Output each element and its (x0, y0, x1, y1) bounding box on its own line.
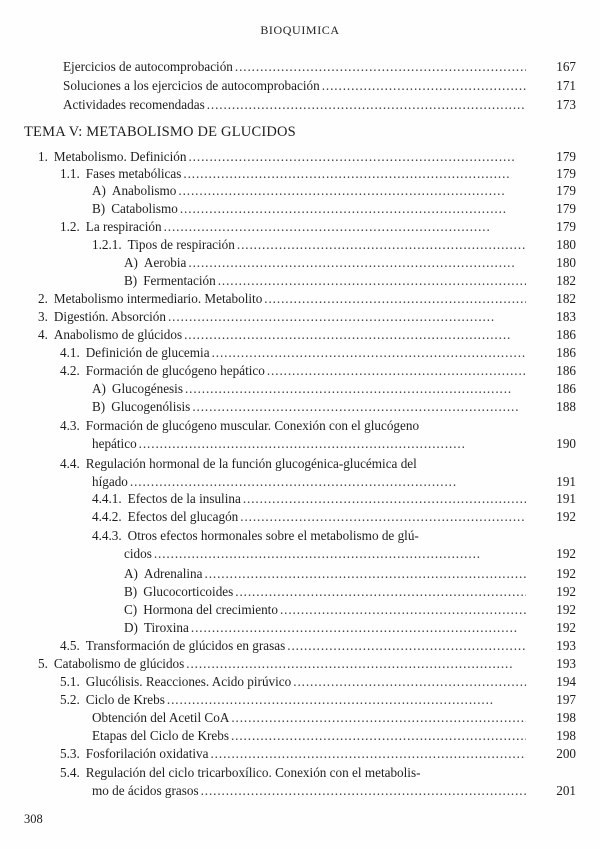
toc-page-number: 192 (556, 546, 576, 561)
toc-entry-title: Transformación de glúcidos en grasas (85, 638, 286, 653)
toc-entry-title: Digestión. Absorción (53, 309, 166, 324)
toc-entry-title: Regulación del ciclo tricarboxílico. Conexión con el metabolis- (85, 765, 421, 780)
dot-leader (183, 165, 526, 182)
toc-entry (60, 417, 526, 451)
toc-entry-title: Tiroxina (143, 620, 189, 635)
toc-entry (60, 691, 526, 708)
toc-entry-number: D) (124, 620, 138, 635)
toc-entry-number: 1.2.1. (92, 237, 122, 252)
dot-leader (191, 619, 526, 636)
toc-entry (92, 727, 526, 744)
toc-entry (124, 254, 526, 271)
dot-leader (231, 709, 526, 726)
toc-entry-number: A) (92, 381, 106, 396)
toc-entry-title: Glucocorticoides (143, 584, 234, 599)
page-number: 308 (24, 812, 43, 826)
toc-entry (124, 601, 526, 618)
toc-entry-number: 4.4.3. (92, 528, 122, 543)
dot-leader (154, 545, 526, 562)
toc-entry-title: Soluciones a los ejercicios de autocomprobación (63, 78, 320, 93)
toc-entry-title: Otros efectos hormonales sobre el metabolismo de glú- (127, 528, 419, 543)
toc-page-number: 180 (556, 255, 576, 270)
dot-leader (205, 565, 526, 582)
toc-entry (60, 218, 526, 235)
dot-leader (185, 380, 526, 397)
toc-entry (60, 455, 526, 489)
toc-entry-title: Definición de glucemia (85, 345, 210, 360)
toc-entry-title: Fases metabólicas (85, 166, 182, 181)
toc-page-number: 192 (556, 509, 576, 524)
dot-leader (240, 508, 526, 525)
toc-entry (38, 655, 526, 672)
toc-page-number: 200 (556, 746, 576, 761)
toc-page-number: 197 (556, 692, 576, 707)
dot-leader (243, 490, 526, 507)
toc-entry (124, 583, 526, 600)
toc-entry-number: 5. (38, 656, 48, 671)
toc-entry (92, 182, 526, 199)
toc-entry (60, 362, 526, 379)
toc-entry-number: 5.1. (60, 674, 80, 689)
dot-leader (188, 148, 526, 165)
toc-entry (38, 308, 526, 325)
toc-page-number: 201 (556, 783, 576, 798)
toc-page-number: 193 (556, 656, 576, 671)
toc-entry-number: A) (92, 183, 106, 198)
toc-page-number: 167 (556, 59, 576, 74)
toc-entry (92, 398, 526, 415)
dot-leader (237, 236, 526, 253)
toc-entry-number: 5.4. (60, 765, 80, 780)
dot-leader (218, 272, 526, 289)
toc-entry (92, 200, 526, 217)
toc-page-number: 191 (556, 491, 576, 506)
toc-entry (124, 272, 526, 289)
toc-entry-number: B) (92, 201, 106, 216)
dot-leader (267, 362, 526, 379)
dot-leader (184, 326, 526, 343)
toc-entry-number: 4.5. (60, 638, 80, 653)
toc-page-number: 179 (556, 219, 576, 234)
toc-entry (92, 490, 526, 507)
toc-entry-number: 2. (38, 291, 48, 306)
toc-page-number: 192 (556, 566, 576, 581)
toc-entry-number: 4.1. (60, 345, 80, 360)
toc-entry (124, 619, 526, 636)
toc-entry (63, 77, 526, 94)
toc-entry-title: Catabolismo de glúcidos (53, 656, 185, 671)
toc-entry-title: Etapas del Ciclo de Krebs (92, 728, 229, 743)
dot-leader (212, 344, 526, 361)
toc-entry-number: B) (92, 399, 106, 414)
dot-leader (293, 673, 526, 690)
toc-entry (60, 165, 526, 182)
dot-leader (201, 782, 526, 799)
toc-entry-title: Adrenalina (143, 566, 203, 581)
toc-entry-title: Ciclo de Krebs (85, 692, 165, 707)
toc-entry-title: La respiración (85, 219, 162, 234)
running-header: BIOQUIMICA (260, 23, 340, 37)
toc-entry-number: B) (124, 273, 138, 288)
toc-entry (63, 58, 526, 75)
dot-leader (322, 77, 526, 94)
toc-page-number: 173 (556, 97, 576, 112)
toc-entry (60, 344, 526, 361)
toc-entry-number: 3. (38, 309, 48, 324)
toc-page-number: 182 (556, 291, 576, 306)
toc-entry-number: 4.2. (60, 363, 80, 378)
toc-entry-title: Efectos del glucagón (127, 509, 239, 524)
toc-entry-number: 5.2. (60, 692, 80, 707)
dot-leader (280, 601, 526, 618)
toc-page-number: 192 (556, 620, 576, 635)
dot-leader (139, 435, 526, 452)
dot-leader (192, 398, 526, 415)
toc-page-number: 198 (556, 728, 576, 743)
toc-page-number: 193 (556, 638, 576, 653)
toc-entry-continuation: hepático (92, 436, 137, 451)
dot-leader (231, 727, 526, 744)
toc-page-number: 179 (556, 183, 576, 198)
dot-leader (168, 308, 526, 325)
toc-entry (124, 565, 526, 582)
toc-entry-number: 4.4.1. (92, 491, 122, 506)
toc-entry-title: Hormona del crecimiento (143, 602, 278, 617)
toc-entry (38, 290, 526, 307)
toc-page-number: 171 (556, 78, 576, 93)
toc-page-number: 180 (556, 237, 576, 252)
toc-entry-title: Anabolismo de glúcidos (53, 327, 183, 342)
toc-entry (38, 148, 526, 165)
toc-page-number: 186 (556, 345, 576, 360)
toc-entry-title: Fosforilación oxidativa (85, 746, 209, 761)
toc-page-number: 190 (556, 436, 576, 451)
toc-entry-number: 5.3. (60, 746, 80, 761)
toc-entry (60, 673, 526, 690)
toc-entry (60, 637, 526, 654)
dot-leader (164, 218, 526, 235)
toc-entry-title: Actividades recomendadas (63, 97, 205, 112)
toc-entry-title: Ejercicios de autocomprobación (63, 59, 233, 74)
toc-entry-title: Aerobia (143, 255, 187, 270)
dot-leader (188, 254, 526, 271)
dot-leader (264, 290, 526, 307)
dot-leader (287, 637, 526, 654)
toc-entry (92, 236, 526, 253)
toc-page-number: 179 (556, 166, 576, 181)
toc-entry-number: A) (124, 255, 138, 270)
toc-entry-number: C) (124, 602, 138, 617)
toc-entry-number: 1. (38, 149, 48, 164)
toc-entry-title: Glucólisis. Reacciones. Acido pirúvico (85, 674, 292, 689)
toc-entry (92, 508, 526, 525)
dot-leader (207, 96, 526, 113)
toc-entry (63, 96, 526, 113)
toc-entry (92, 380, 526, 397)
toc-page-number: 188 (556, 399, 576, 414)
toc-page-number: 194 (556, 674, 576, 689)
toc-entry-continuation: mo de ácidos grasos (92, 783, 199, 798)
toc-entry-number: B) (124, 584, 138, 599)
toc-entry-title: Regulación hormonal de la función glucogénica-glucémica del (85, 456, 417, 471)
toc-page-number: 191 (556, 474, 576, 489)
dot-leader (178, 182, 526, 199)
toc-entry-continuation: cidos (124, 546, 152, 561)
toc-page-number: 179 (556, 201, 576, 216)
toc-entry-title: Obtención del Acetil CoA (92, 710, 230, 725)
dot-leader (235, 583, 526, 600)
toc-entry (92, 527, 526, 561)
dot-leader (235, 58, 526, 75)
toc-entry-number: 4.4. (60, 456, 80, 471)
toc-entry-title: Formación de glucógeno muscular. Conexión con el glucógeno (85, 418, 420, 433)
section-title: TEMA V: METABOLISMO DE GLUCIDOS (24, 124, 296, 140)
toc-entry-title: Metabolismo intermediario. Metabolito (53, 291, 263, 306)
toc-entry-title: Glucogénesis (111, 381, 183, 396)
toc-entry-number: A) (124, 566, 138, 581)
toc-page-number: 183 (556, 309, 576, 324)
toc-page-number: 186 (556, 381, 576, 396)
toc-page-number: 182 (556, 273, 576, 288)
toc-page-number: 179 (556, 149, 576, 164)
dot-leader (167, 691, 526, 708)
toc-entry-continuation: hígado (92, 474, 128, 489)
toc-entry-number: 4.4.2. (92, 509, 122, 524)
toc-entry-title: Efectos de la insulina (127, 491, 241, 506)
toc-entry (92, 709, 526, 726)
toc-entry-title: Catabolismo (111, 201, 178, 216)
toc-entry-number: 4. (38, 327, 48, 342)
dot-leader (210, 745, 526, 762)
toc-entry-title: Fermentación (143, 273, 216, 288)
toc-entry-number: 4.3. (60, 418, 80, 433)
dot-leader (180, 200, 526, 217)
toc-entry (60, 745, 526, 762)
toc-entry-title: Anabolismo (111, 183, 177, 198)
toc-entry (60, 764, 526, 798)
toc-entry-number: 1.2. (60, 219, 80, 234)
toc-entry (38, 326, 526, 343)
toc-page-number: 192 (556, 584, 576, 599)
toc-entry-title: Glucogenólisis (111, 399, 191, 414)
dot-leader (186, 655, 526, 672)
toc-page-number: 192 (556, 602, 576, 617)
toc-page-number: 186 (556, 327, 576, 342)
toc-entry-title: Metabolismo. Definición (53, 149, 187, 164)
dot-leader (130, 473, 526, 490)
toc-page-number: 198 (556, 710, 576, 725)
toc-entry-number: 1.1. (60, 166, 80, 181)
toc-page-number: 186 (556, 363, 576, 378)
toc-entry-title: Formación de glucógeno hepático (85, 363, 265, 378)
toc-entry-title: Tipos de respiración (127, 237, 235, 252)
